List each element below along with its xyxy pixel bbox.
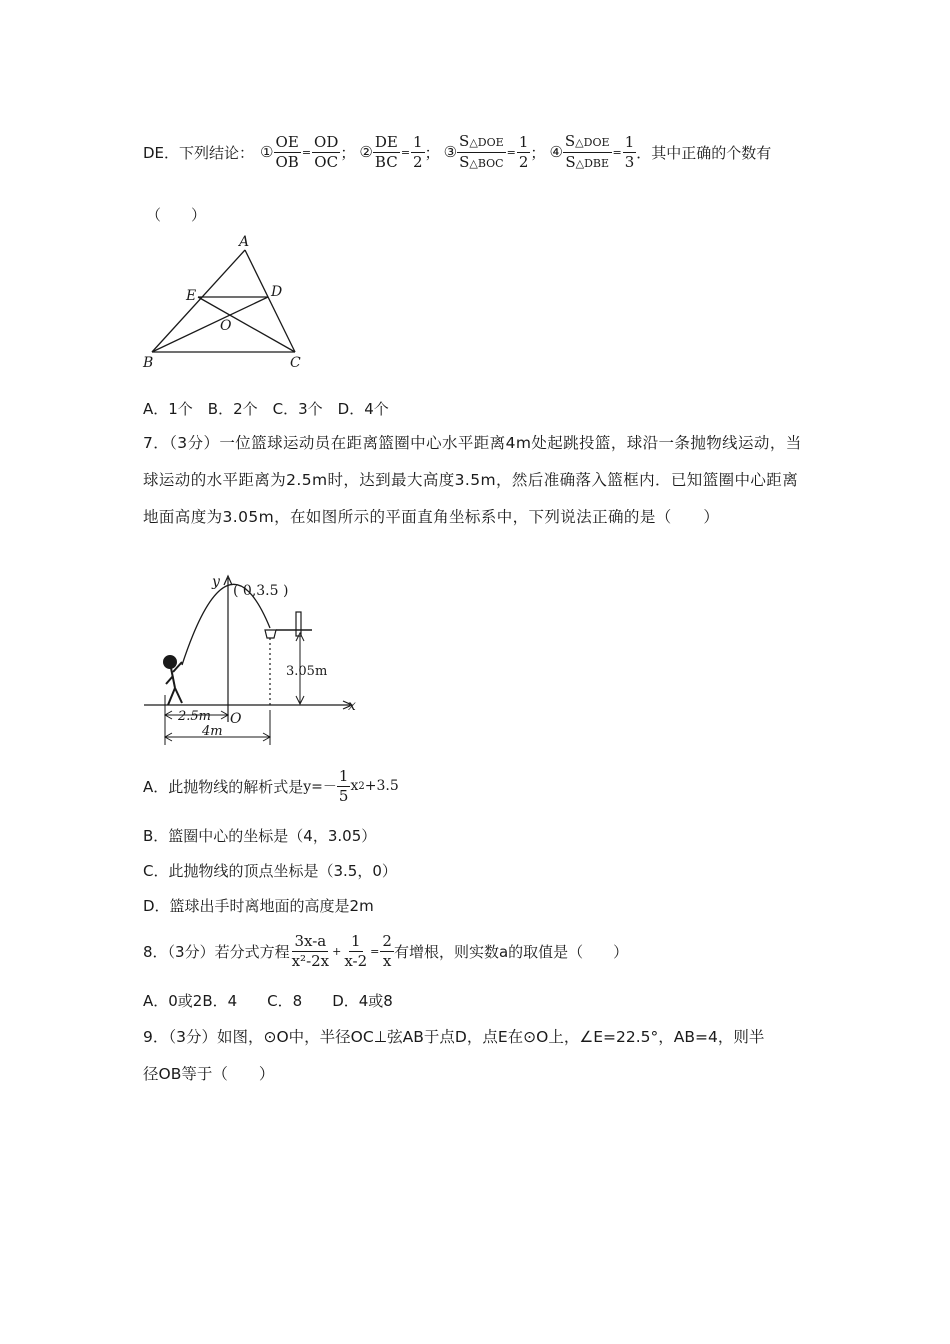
q6-c3-mark: ③ [443, 143, 458, 161]
q7-option-a: A．此抛物线的解析式是 y=－ $\frac{1}{5}$ x 2 +3.5 [143, 766, 399, 805]
q7-option-d: D．篮球出手时离地面的高度是2m [143, 897, 374, 915]
label-a: A [239, 234, 250, 250]
label-origin: O [230, 711, 242, 727]
q6-c3-frac-left: $\frac{\text{S△DOE}}{\text{S△BOC}}$ [459, 131, 504, 171]
q7-optA-frac: $\frac{1}{5}$ [338, 766, 349, 805]
q6-c3-frac-right: $\frac{1}{2}$ [518, 132, 529, 171]
label-2-5m: 2.5m [178, 709, 212, 724]
triangle-figure [138, 232, 313, 372]
label-vertex: ( 0,3.5 ) [233, 583, 289, 599]
q6-c2-frac-left: $\frac{DE}{BC}$ [374, 132, 398, 171]
q6-conclusion-line: DE．下列结论： ① $\frac{OE}{OB}$ = $\frac{OD}{OC}$ ； ② $\frac{DE}{BC}$ = $\frac{1}{2}$ ； ③ $\frac{\text{S△DOE}}{\text{S△BOC}}$ = $\frac{1}{2}$ ； ④ $\frac{\text{S△DOE}}{\text{S△DBE}}$ = $\frac{1}{3}$ ．其中正确的个数有 [143, 131, 772, 171]
q8-frac2: $\frac{1}{x-2}$ [344, 931, 368, 970]
hoop [265, 630, 276, 638]
label-4m: 4m [202, 724, 223, 739]
q6-tail: ．其中正确的个数有 [636, 143, 772, 162]
label-c: C [290, 355, 301, 371]
label-y: y [212, 574, 220, 590]
q6-c2-mark: ② [359, 143, 373, 161]
q9-line2: 径OB等于（ ） [143, 1065, 275, 1083]
q6-c4-mark: ④ [549, 143, 563, 161]
q7-stem: 7．（3分）一位篮球运动员在距离篮圈中心水平距离4m处起跳投篮，球沿一条抛物线运动，当球运动的水平距离为2.5m时，达到最大高度3.5m，然后准确落入篮框内．已知篮圈中心距离地面高度为3.05m，在如图所示的平面直角坐标系中，下列说法正确的是（ ） [143, 434, 802, 526]
q6-lead: DE．下列结论： [143, 143, 255, 162]
player-figure [164, 656, 182, 705]
q8-stem: 8．（3分）若分式方程 $\frac{3x-a}{\text{x²-2x}}$ + $\frac{1}{x-2}$ = $\frac{2}{x}$ 有增根，则实数a的取值是（ ） [143, 931, 629, 970]
label-d: D [271, 284, 283, 300]
basketball-figure [140, 570, 365, 748]
q6-c1-mark: ① [260, 143, 274, 161]
q8-options: A．0或2B．4 C．8 D．4或8 [143, 992, 393, 1010]
q6-c1-frac-left: $\frac{OE}{OB}$ [275, 132, 299, 171]
q6-c4-frac-left: $\frac{\text{S△DOE}}{\text{S△DBE}}$ [564, 131, 610, 171]
q8-frac3: $\frac{2}{x}$ [382, 931, 392, 970]
q6-c4-frac-right: $\frac{1}{3}$ [624, 132, 635, 171]
label-e: E [186, 288, 197, 304]
segment-be [152, 297, 268, 352]
q6-answer-paren: （ ） [146, 206, 207, 224]
label-x: x [348, 698, 356, 714]
label-b: B [143, 355, 154, 371]
q8-frac1: $\frac{3x-a}{\text{x²-2x}}$ [291, 931, 330, 970]
q9-line1: 9．（3分）如图，⊙O中，半径OC⊥弦AB于点D，点E在⊙O上，∠E=22.5°，AB=4，则半 [143, 1028, 765, 1046]
label-height: 3.05m [286, 664, 328, 679]
side-ab [152, 250, 245, 352]
segment-ec [198, 297, 295, 352]
q6-c2-frac-right: $\frac{1}{2}$ [413, 132, 423, 171]
label-o: O [220, 318, 232, 334]
side-ac [245, 250, 295, 352]
q6-c1-frac-right: $\frac{OD}{OC}$ [314, 132, 339, 171]
q7-option-b: B．篮圈中心的坐标是（4，3.05） [143, 827, 377, 845]
q7-option-c: C．此抛物线的顶点坐标是（3.5，0） [143, 862, 397, 880]
q6-options: A．1个 B．2个 C．3个 D．4个 [143, 400, 389, 418]
